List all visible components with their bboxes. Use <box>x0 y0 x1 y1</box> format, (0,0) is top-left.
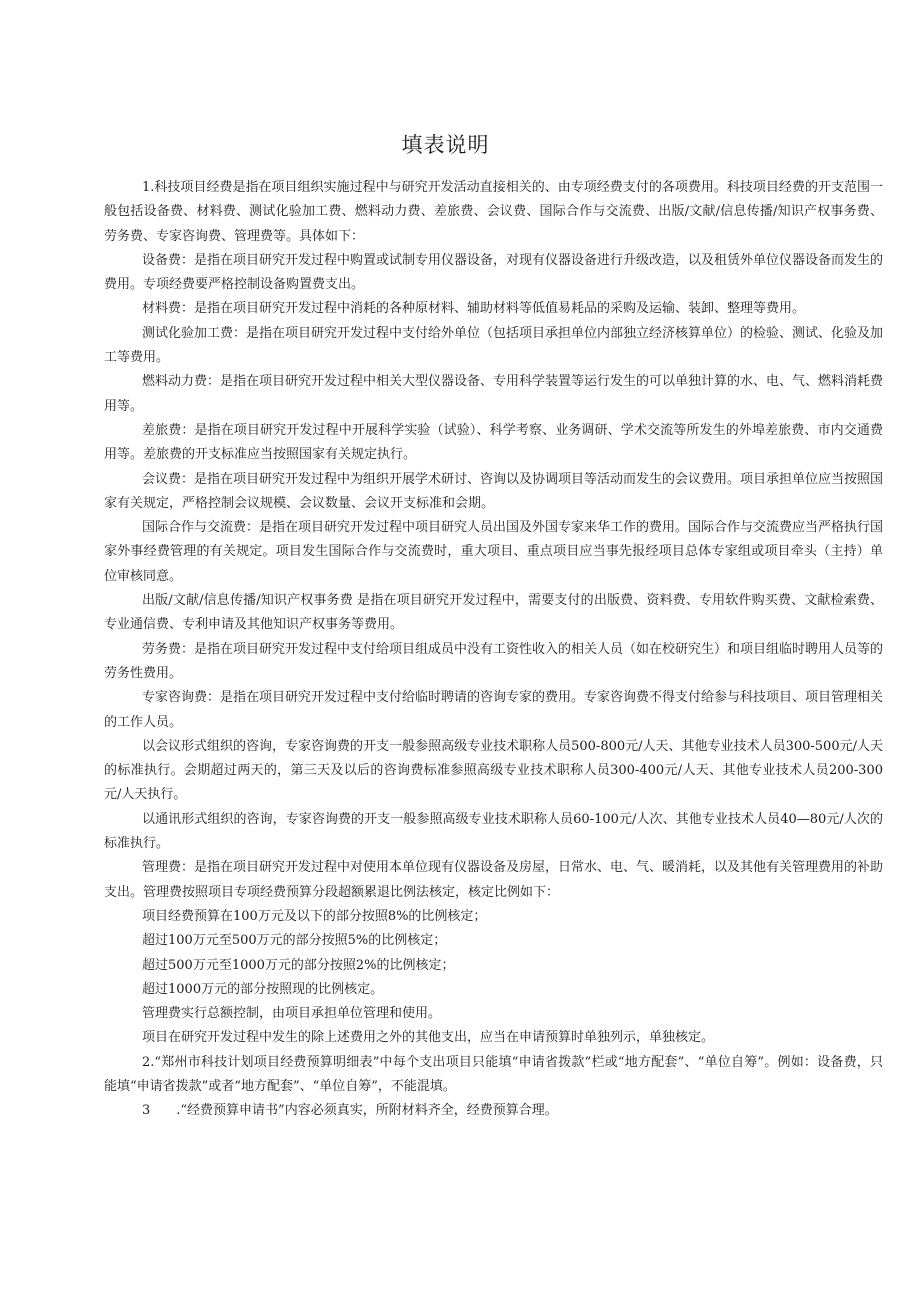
paragraph-management-control: 管理费实行总额控制，由项目承担单位管理和使用。 <box>142 1006 442 1022</box>
paragraph-management-fee: 管理费：是指在项目研究开发过程中对使用本单位现有仪器设备及房屋，日常水、电、气、暖消耗，以及其他有关管理费用的补助支出。管理费按照项目专项经费预算分段超额累退比例法核定，核定比例如下： <box>104 860 884 900</box>
paragraph-item-3: 3 .“经费预算申请书”内容必须真实，所附材料齐全，经费预算合理。 <box>142 1103 558 1119</box>
paragraph-rate-tier-4: 超过1000万元的部分按照现的比例核定。 <box>142 981 384 997</box>
paragraph-international-fee: 国际合作与交流费：是指在项目研究开发过程中项目研究人员出国及外国专家来华工作的费用。国际合作与交流费应当严格执行国家外事经费管理的有关规定。项目发生国际合作与交流费时，重大项目、重点项目应当事先报经项目总体专家组或项目牵头（主持）单位审核同意。 <box>104 520 884 584</box>
page-title: 填表说明 <box>401 133 490 157</box>
paragraph-overview: 1.科技项目经费是指在项目组织实施过程中与研究开发活动直接相关的、由专项经费支付的各项费用。科技项目经费的开支范围一般包括设备费、材料费、测试化验加工费、燃料动力费、差旅费、会议费、国际合作与交流费、出版/文献/信息传播/知识产权事务费、劳务费、专家咨询费、管理费等。具体如下： <box>104 180 883 244</box>
paragraph-equipment-fee: 设备费：是指在项目研究开发过程中购置或试制专用仪器设备，对现有仪器设备进行升级改造，以及租赁外单位仪器设备而发生的费用。专项经费要严格控制设备购置费支出。 <box>104 252 884 293</box>
paragraph-item-2: 2.“郑州市科技计划项目经费预算明细表”中每个支出项目只能填“申请省拨款”栏或“地方配套”、“单位自筹”。例如：设备费，只能填“申请省拨款”或者“地方配套”、“单位自筹”，不能混填。 <box>104 1054 883 1094</box>
paragraph-rate-tier-1: 项目经费预算在100万元及以下的部分按照8%的比例核定； <box>142 908 487 924</box>
paragraph-fuel-power-fee: 燃料动力费：是指在项目研究开发过程中相关大型仪器设备、专用科学装置等运行发生的可以单独计算的水、电、气、燃料消耗费用等。 <box>104 374 884 414</box>
paragraph-publication-fee: 出版/文献/信息传播/知识产权事务费 是指在项目研究开发过程中，需要支付的出版费、资料费、专用软件购买费、文献检索费、专业通信费、专利申请及其他知识产权事务等费用。 <box>104 593 883 633</box>
paragraph-rate-tier-2: 超过100万元至500万元的部分按照5%的比例核定； <box>142 933 447 949</box>
paragraph-meeting-consult: 以会议形式组织的咨询，专家咨询费的开支一般参照高级专业技术职称人员500-800元/人天、其他专业技术人员300-500元/人天的标准执行。会期超过两天的，第三天及以后的咨询费标准参照高级专业技术职称人员300-400元/人天、其他专业技术人员200-300元/人天执行。 <box>104 738 883 803</box>
paragraph-material-fee: 材料费：是指在项目研究开发过程中消耗的各种原材料、辅助材料等低值易耗品的采购及运输、装卸、整理等费用。 <box>142 301 806 317</box>
paragraph-testing-fee: 测试化验加工费：是指在项目研究开发过程中支付给外单位（包括项目承担单位内部独立经济核算单位）的检验、测试、化验及加工等费用。 <box>104 325 884 366</box>
paragraph-expert-fee: 专家咨询费：是指在项目研究开发过程中支付给临时聘请的咨询专家的费用。专家咨询费不得支付给参与科技项目、项目管理相关的工作人员。 <box>104 690 884 730</box>
paragraph-conference-fee: 会议费：是指在项目研究开发过程中为组织开展学术研讨、咨询以及协调项目等活动而发生的会议费用。项目承担单位应当按照国家有关规定，严格控制会议规模、会议数量、会议开支标准和会期。 <box>104 471 884 511</box>
paragraph-remote-consult: 以通讯形式组织的咨询，专家咨询费的开支一般参照高级专业技术职称人员60-100元/人次、其他专业技术人员40—80元/人次的标准执行。 <box>104 811 883 852</box>
paragraph-other-expenses: 项目在研究开发过程中发生的除上述费用之外的其他支出，应当在申请预算时单独列示，单独核定。 <box>142 1030 715 1046</box>
paragraph-labor-fee: 劳务费：是指在项目研究开发过程中支付给项目组成员中没有工资性收入的相关人员（如在校研究生）和项目组临时聘用人员等的劳务性费用。 <box>104 641 884 681</box>
paragraph-travel-fee: 差旅费：是指在项目研究开发过程中开展科学实验（试验）、科学考察、业务调研、学术交流等所发生的外埠差旅费、市内交通费用等。差旅费的开支标准应当按照国家有关规定执行。 <box>104 422 883 463</box>
paragraph-rate-tier-3: 超过500万元至1000万元的部分按照2%的比例核定； <box>142 957 455 973</box>
document-body <box>104 176 883 1124</box>
